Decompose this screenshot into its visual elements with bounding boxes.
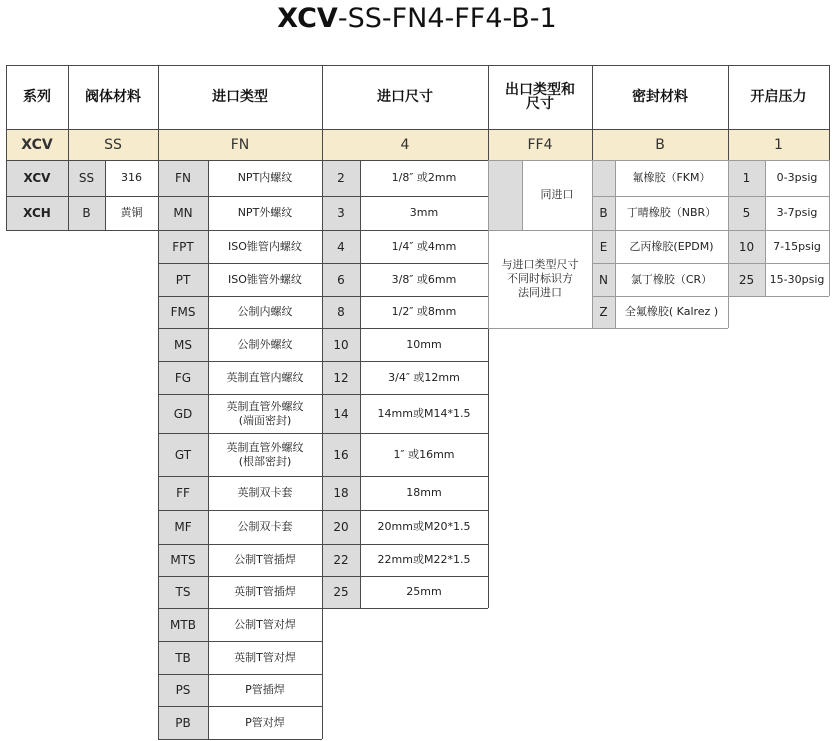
- seal-material-name: 全氟橡胶( Kalrez ): [615, 296, 728, 328]
- inlet-type-code: PS: [158, 674, 208, 706]
- inlet-type-name: 英制T管插焊: [208, 576, 322, 608]
- grid-line: [728, 230, 829, 231]
- grid-line: [6, 230, 158, 231]
- pressure-code: 25: [728, 263, 765, 296]
- body-material-name: 黄铜: [105, 196, 158, 230]
- inlet-type-name: 公制双卡套: [208, 510, 322, 544]
- grid-line: [322, 544, 488, 545]
- pressure-code: 5: [728, 196, 765, 230]
- grid-line: [158, 706, 322, 707]
- inlet-type-code: GT: [158, 433, 208, 476]
- inlet-type-name: 英制直管外螺纹 (端面密封): [208, 394, 322, 433]
- grid-line: [522, 160, 523, 230]
- inlet-size-value: 22mm或M22*1.5: [360, 544, 488, 576]
- grid-line: [728, 160, 729, 328]
- grid-line: [615, 160, 616, 328]
- grid-line: [158, 160, 322, 161]
- inlet-size-code: 6: [322, 263, 360, 296]
- grid-line: [322, 160, 323, 739]
- column-header: 系列: [6, 65, 68, 129]
- pressure-range: 15-30psig: [765, 263, 829, 296]
- inlet-type-name: P管插焊: [208, 674, 322, 706]
- seal-material-name: 氯丁橡胶（CR）: [615, 263, 728, 296]
- grid-line: [322, 576, 488, 577]
- grid-line: [158, 576, 322, 577]
- inlet-type-name: ISO锥管内螺纹: [208, 230, 322, 263]
- inlet-size-value: 20mm或M20*1.5: [360, 510, 488, 544]
- grid-line: [592, 160, 728, 161]
- inlet-type-name: P管对焊: [208, 706, 322, 739]
- outlet-same-as-inlet: 同进口: [522, 160, 592, 230]
- inlet-size-code: 2: [322, 160, 360, 196]
- inlet-size-code: 22: [322, 544, 360, 576]
- pressure-range: 3-7psig: [765, 196, 829, 230]
- grid-line: [158, 394, 322, 395]
- seal-material-name: 氟橡胶（FKM）: [615, 160, 728, 196]
- grid-line: [322, 160, 488, 161]
- inlet-size-value: 3/4″ 或12mm: [360, 361, 488, 394]
- inlet-type-code: MTS: [158, 544, 208, 576]
- grid-line: [158, 65, 159, 160]
- grid-line: [592, 65, 593, 160]
- inlet-size-value: 1″ 或16mm: [360, 433, 488, 476]
- inlet-type-name: NPT外螺纹: [208, 196, 322, 230]
- grid-line: [728, 160, 829, 161]
- inlet-type-code: MF: [158, 510, 208, 544]
- grid-line: [728, 296, 829, 297]
- inlet-size-value: 3/8″ 或6mm: [360, 263, 488, 296]
- page-title: XCV-SS-FN4-FF4-B-1: [277, 3, 557, 34]
- grid-line: [322, 230, 488, 231]
- column-header: 开启压力: [728, 65, 829, 129]
- grid-line: [158, 328, 322, 329]
- grid-line: [322, 433, 488, 434]
- grid-line: [158, 361, 322, 362]
- grid-line: [488, 230, 592, 231]
- grid-line: [592, 160, 593, 328]
- inlet-size-code: 8: [322, 296, 360, 328]
- pressure-code: 1: [728, 160, 765, 196]
- grid-line: [322, 196, 488, 197]
- seal-code: Z: [592, 296, 615, 328]
- inlet-type-name: 英制直管外螺纹 (根部密封): [208, 433, 322, 476]
- grid-line: [158, 510, 322, 511]
- pressure-range: 7-15psig: [765, 230, 829, 263]
- inlet-type-code: MS: [158, 328, 208, 361]
- inlet-type-name: 英制双卡套: [208, 476, 322, 510]
- grid-line: [322, 263, 488, 264]
- selected-code-cell: FF4: [488, 129, 592, 160]
- grid-line: [765, 160, 766, 296]
- inlet-size-code: 18: [322, 476, 360, 510]
- column-header: 密封材料: [592, 65, 728, 129]
- grid-line: [488, 328, 592, 329]
- inlet-size-value: 1/2″ 或8mm: [360, 296, 488, 328]
- grid-line: [158, 739, 322, 740]
- inlet-size-code: 12: [322, 361, 360, 394]
- grid-line: [158, 160, 159, 739]
- grid-line: [322, 476, 488, 477]
- inlet-size-code: 14: [322, 394, 360, 433]
- inlet-size-code: 20: [322, 510, 360, 544]
- series-code: XCH: [6, 196, 68, 230]
- inlet-type-code: TB: [158, 641, 208, 674]
- inlet-type-name: 英制直管内螺纹: [208, 361, 322, 394]
- grid-line: [728, 196, 829, 197]
- inlet-type-name: 公制外螺纹: [208, 328, 322, 361]
- grid-line: [322, 361, 488, 362]
- seal-material-name: 丁晴橡胶（NBR）: [615, 196, 728, 230]
- series-code: XCV: [6, 160, 68, 196]
- inlet-type-code: FMS: [158, 296, 208, 328]
- seal-code: [592, 160, 615, 196]
- grid-line: [592, 296, 728, 297]
- grid-line: [105, 160, 106, 230]
- inlet-size-code: 10: [322, 328, 360, 361]
- inlet-size-value: 3mm: [360, 196, 488, 230]
- inlet-type-name: 公制内螺纹: [208, 296, 322, 328]
- inlet-type-code: MTB: [158, 608, 208, 641]
- grid-line: [6, 65, 7, 160]
- grid-line: [829, 160, 830, 296]
- grid-line: [360, 160, 361, 608]
- grid-line: [158, 641, 322, 642]
- inlet-type-name: NPT内螺纹: [208, 160, 322, 196]
- seal-code: B: [592, 196, 615, 230]
- grid-line: [728, 65, 729, 160]
- inlet-type-code: FN: [158, 160, 208, 196]
- grid-line: [592, 196, 728, 197]
- grid-line: [158, 608, 322, 609]
- selected-code-cell: FN: [158, 129, 322, 160]
- grid-line: [208, 160, 209, 739]
- grid-line: [322, 296, 488, 297]
- grid-line: [158, 230, 322, 231]
- grid-line: [488, 160, 489, 328]
- selected-code-cell: XCV: [6, 129, 68, 160]
- inlet-type-code: MN: [158, 196, 208, 230]
- selected-code-cell: SS: [68, 129, 158, 160]
- grid-line: [6, 160, 158, 161]
- inlet-type-code: FPT: [158, 230, 208, 263]
- grid-line: [322, 65, 323, 160]
- selected-code-cell: B: [592, 129, 728, 160]
- seal-code: E: [592, 230, 615, 263]
- grid-line: [322, 510, 488, 511]
- column-header: 进口类型: [158, 65, 322, 129]
- selected-code-cell: 4: [322, 129, 488, 160]
- inlet-size-value: 25mm: [360, 576, 488, 608]
- grid-line: [158, 263, 322, 264]
- inlet-size-value: 10mm: [360, 328, 488, 361]
- grid-line: [322, 328, 488, 329]
- inlet-size-value: 14mm或M14*1.5: [360, 394, 488, 433]
- body-material-name: 316: [105, 160, 158, 196]
- inlet-type-code: PT: [158, 263, 208, 296]
- grid-line: [158, 296, 322, 297]
- inlet-type-name: ISO锥管外螺纹: [208, 263, 322, 296]
- grid-line: [68, 65, 69, 160]
- body-material-code: B: [68, 196, 105, 230]
- grid-line: [829, 65, 830, 160]
- outlet-different-note: 与进口类型尺寸 不同时标识方 法同进口: [488, 230, 592, 328]
- grid-line: [728, 263, 829, 264]
- inlet-type-code: PB: [158, 706, 208, 739]
- grid-line: [158, 196, 322, 197]
- grid-line: [6, 65, 829, 66]
- column-header: 进口尺寸: [322, 65, 488, 129]
- grid-line: [592, 263, 728, 264]
- inlet-type-name: 公制T管插焊: [208, 544, 322, 576]
- inlet-size-value: 18mm: [360, 476, 488, 510]
- inlet-size-code: 16: [322, 433, 360, 476]
- inlet-type-code: GD: [158, 394, 208, 433]
- inlet-size-code: 3: [322, 196, 360, 230]
- grid-line: [158, 674, 322, 675]
- column-header: 出口类型和 尺寸: [488, 65, 592, 129]
- selected-code-cell: 1: [728, 129, 829, 160]
- inlet-type-code: TS: [158, 576, 208, 608]
- inlet-type-code: FF: [158, 476, 208, 510]
- column-header: 阀体材料: [68, 65, 158, 129]
- pressure-code: 10: [728, 230, 765, 263]
- grid-line: [488, 65, 489, 160]
- grid-line: [158, 476, 322, 477]
- grid-line: [322, 394, 488, 395]
- inlet-size-value: 1/8″ 或2mm: [360, 160, 488, 196]
- body-material-code: SS: [68, 160, 105, 196]
- inlet-size-value: 1/4″ 或4mm: [360, 230, 488, 263]
- grid-line: [68, 160, 69, 230]
- inlet-size-code: 4: [322, 230, 360, 263]
- grid-line: [6, 160, 7, 230]
- grid-line: [592, 230, 728, 231]
- outlet-code-blank: [488, 160, 522, 230]
- inlet-type-code: FG: [158, 361, 208, 394]
- grid-line: [158, 433, 322, 434]
- inlet-type-name: 英制T管对焊: [208, 641, 322, 674]
- inlet-type-name: 公制T管对焊: [208, 608, 322, 641]
- grid-line: [158, 544, 322, 545]
- grid-line: [6, 129, 829, 130]
- grid-line: [6, 196, 158, 197]
- inlet-size-code: 25: [322, 576, 360, 608]
- grid-line: [488, 160, 592, 161]
- pressure-range: 0-3psig: [765, 160, 829, 196]
- grid-line: [592, 328, 728, 329]
- seal-material-name: 乙丙橡胶(EPDM): [615, 230, 728, 263]
- seal-code: N: [592, 263, 615, 296]
- grid-line: [322, 608, 488, 609]
